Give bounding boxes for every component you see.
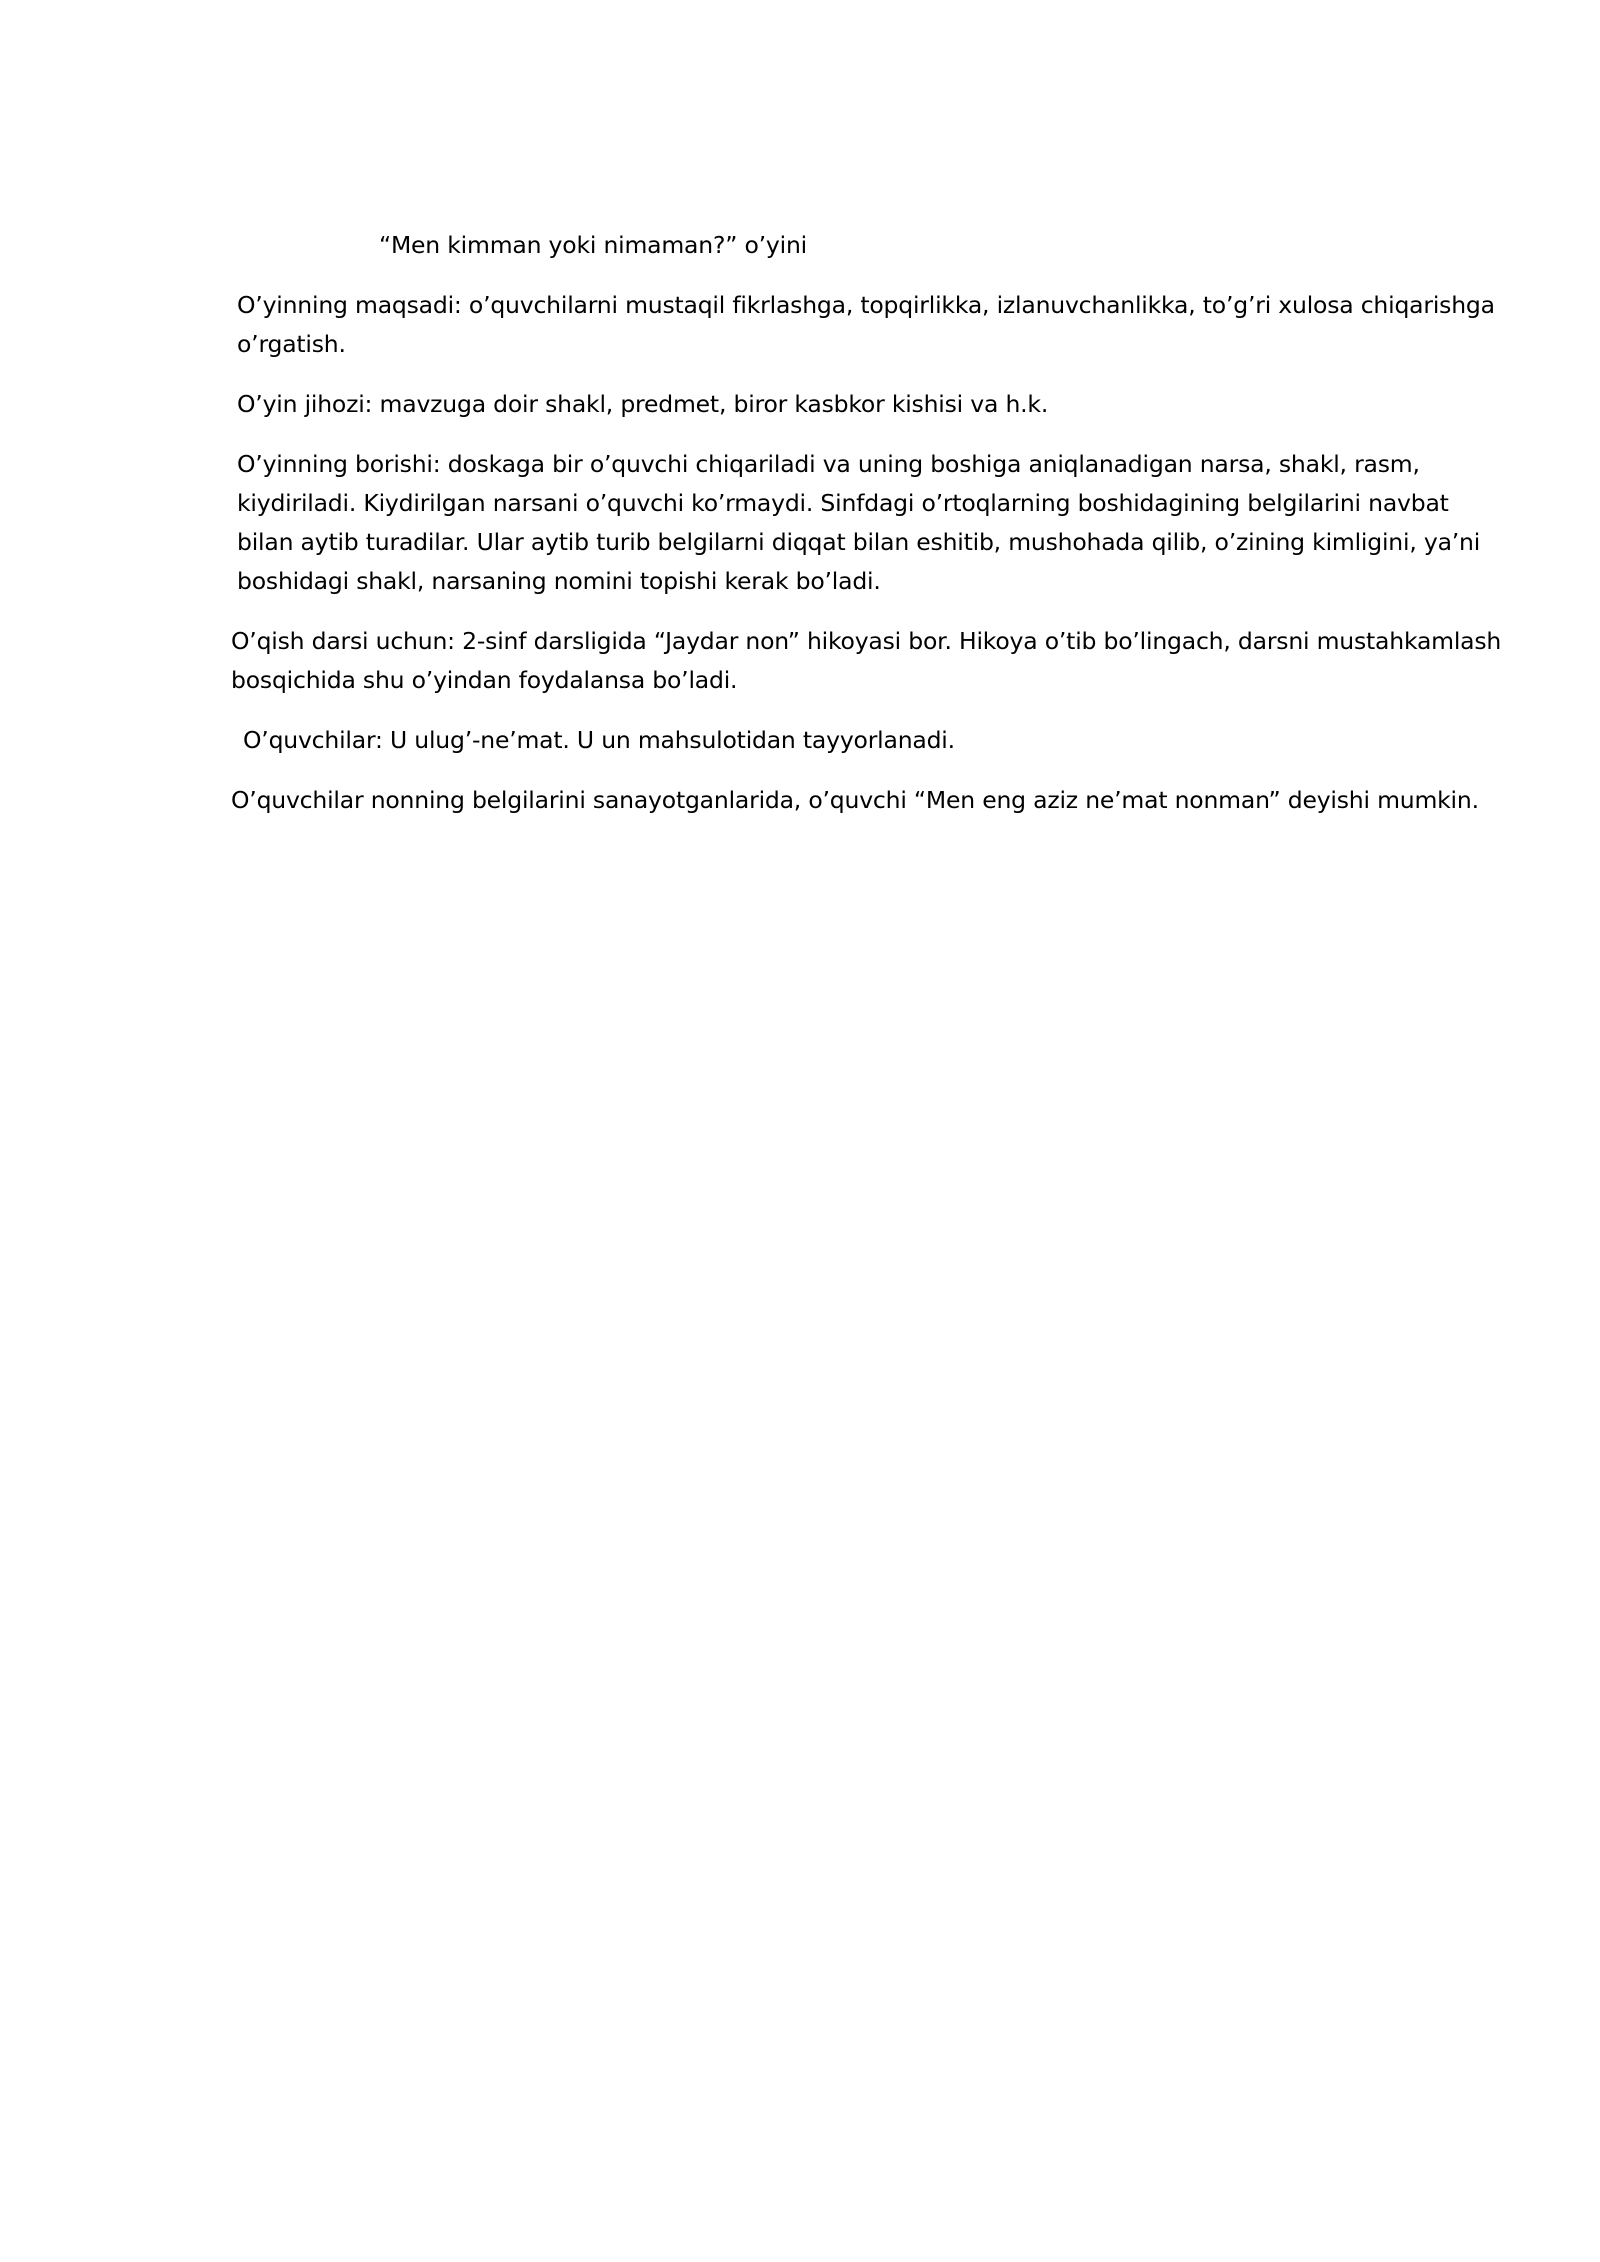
paragraph-equipment: O’yin jihozi: mavzuga doir shakl, predmet, biror kasbkor kishisi va h.k. [237,390,1049,418]
paragraph-procedure: O’yinning borishi: doskaga bir o’quvchi chiqariladi va uning boshiga aniqlanadigan narsa, shakl, rasm, kiydiriladi. Kiydirilgan narsani o’quvchi ko’rmaydi. Sinfdagi o’rtoqlarning boshidagining belgilarini navbat bilan aytib turadilar. Ular aytib turib belgilarni diqqat bilan eshitib, mushohada qilib, o’zining kimligini, ya’ni boshidagi shakl, narsaning nomini topishi kerak bo’ladi. [237,450,1481,595]
document-body [231,226,1511,841]
paragraph-goal: O’yinning maqsadi: o’quvchilarni mustaqil fikrlashga, topqirlikka, izlanuvchanlikka, to’g’ri xulosa chiqarishga o’rgatish. [237,291,1495,358]
paragraph-conclusion: O’quvchilar nonning belgilarini sanayotganlarida, o’quvchi “Men eng aziz ne’mat nonman” deyishi mumkin. [231,786,1479,814]
document-title: “Men kimman yoki nimaman?” o’yini [379,231,807,259]
paragraph-students-answer: O’quvchilar: U ulug’-ne’mat. U un mahsulotidan tayyorlanadi. [243,726,955,754]
paragraph-reading-lesson: O’qish darsi uchun: 2-sinf darsligida “Jaydar non” hikoyasi bor. Hikoya o’tib bo’lingach, darsni mustahkamlash bosqichida shu o’yindan foydalansa bo’ladi. [231,627,1502,694]
